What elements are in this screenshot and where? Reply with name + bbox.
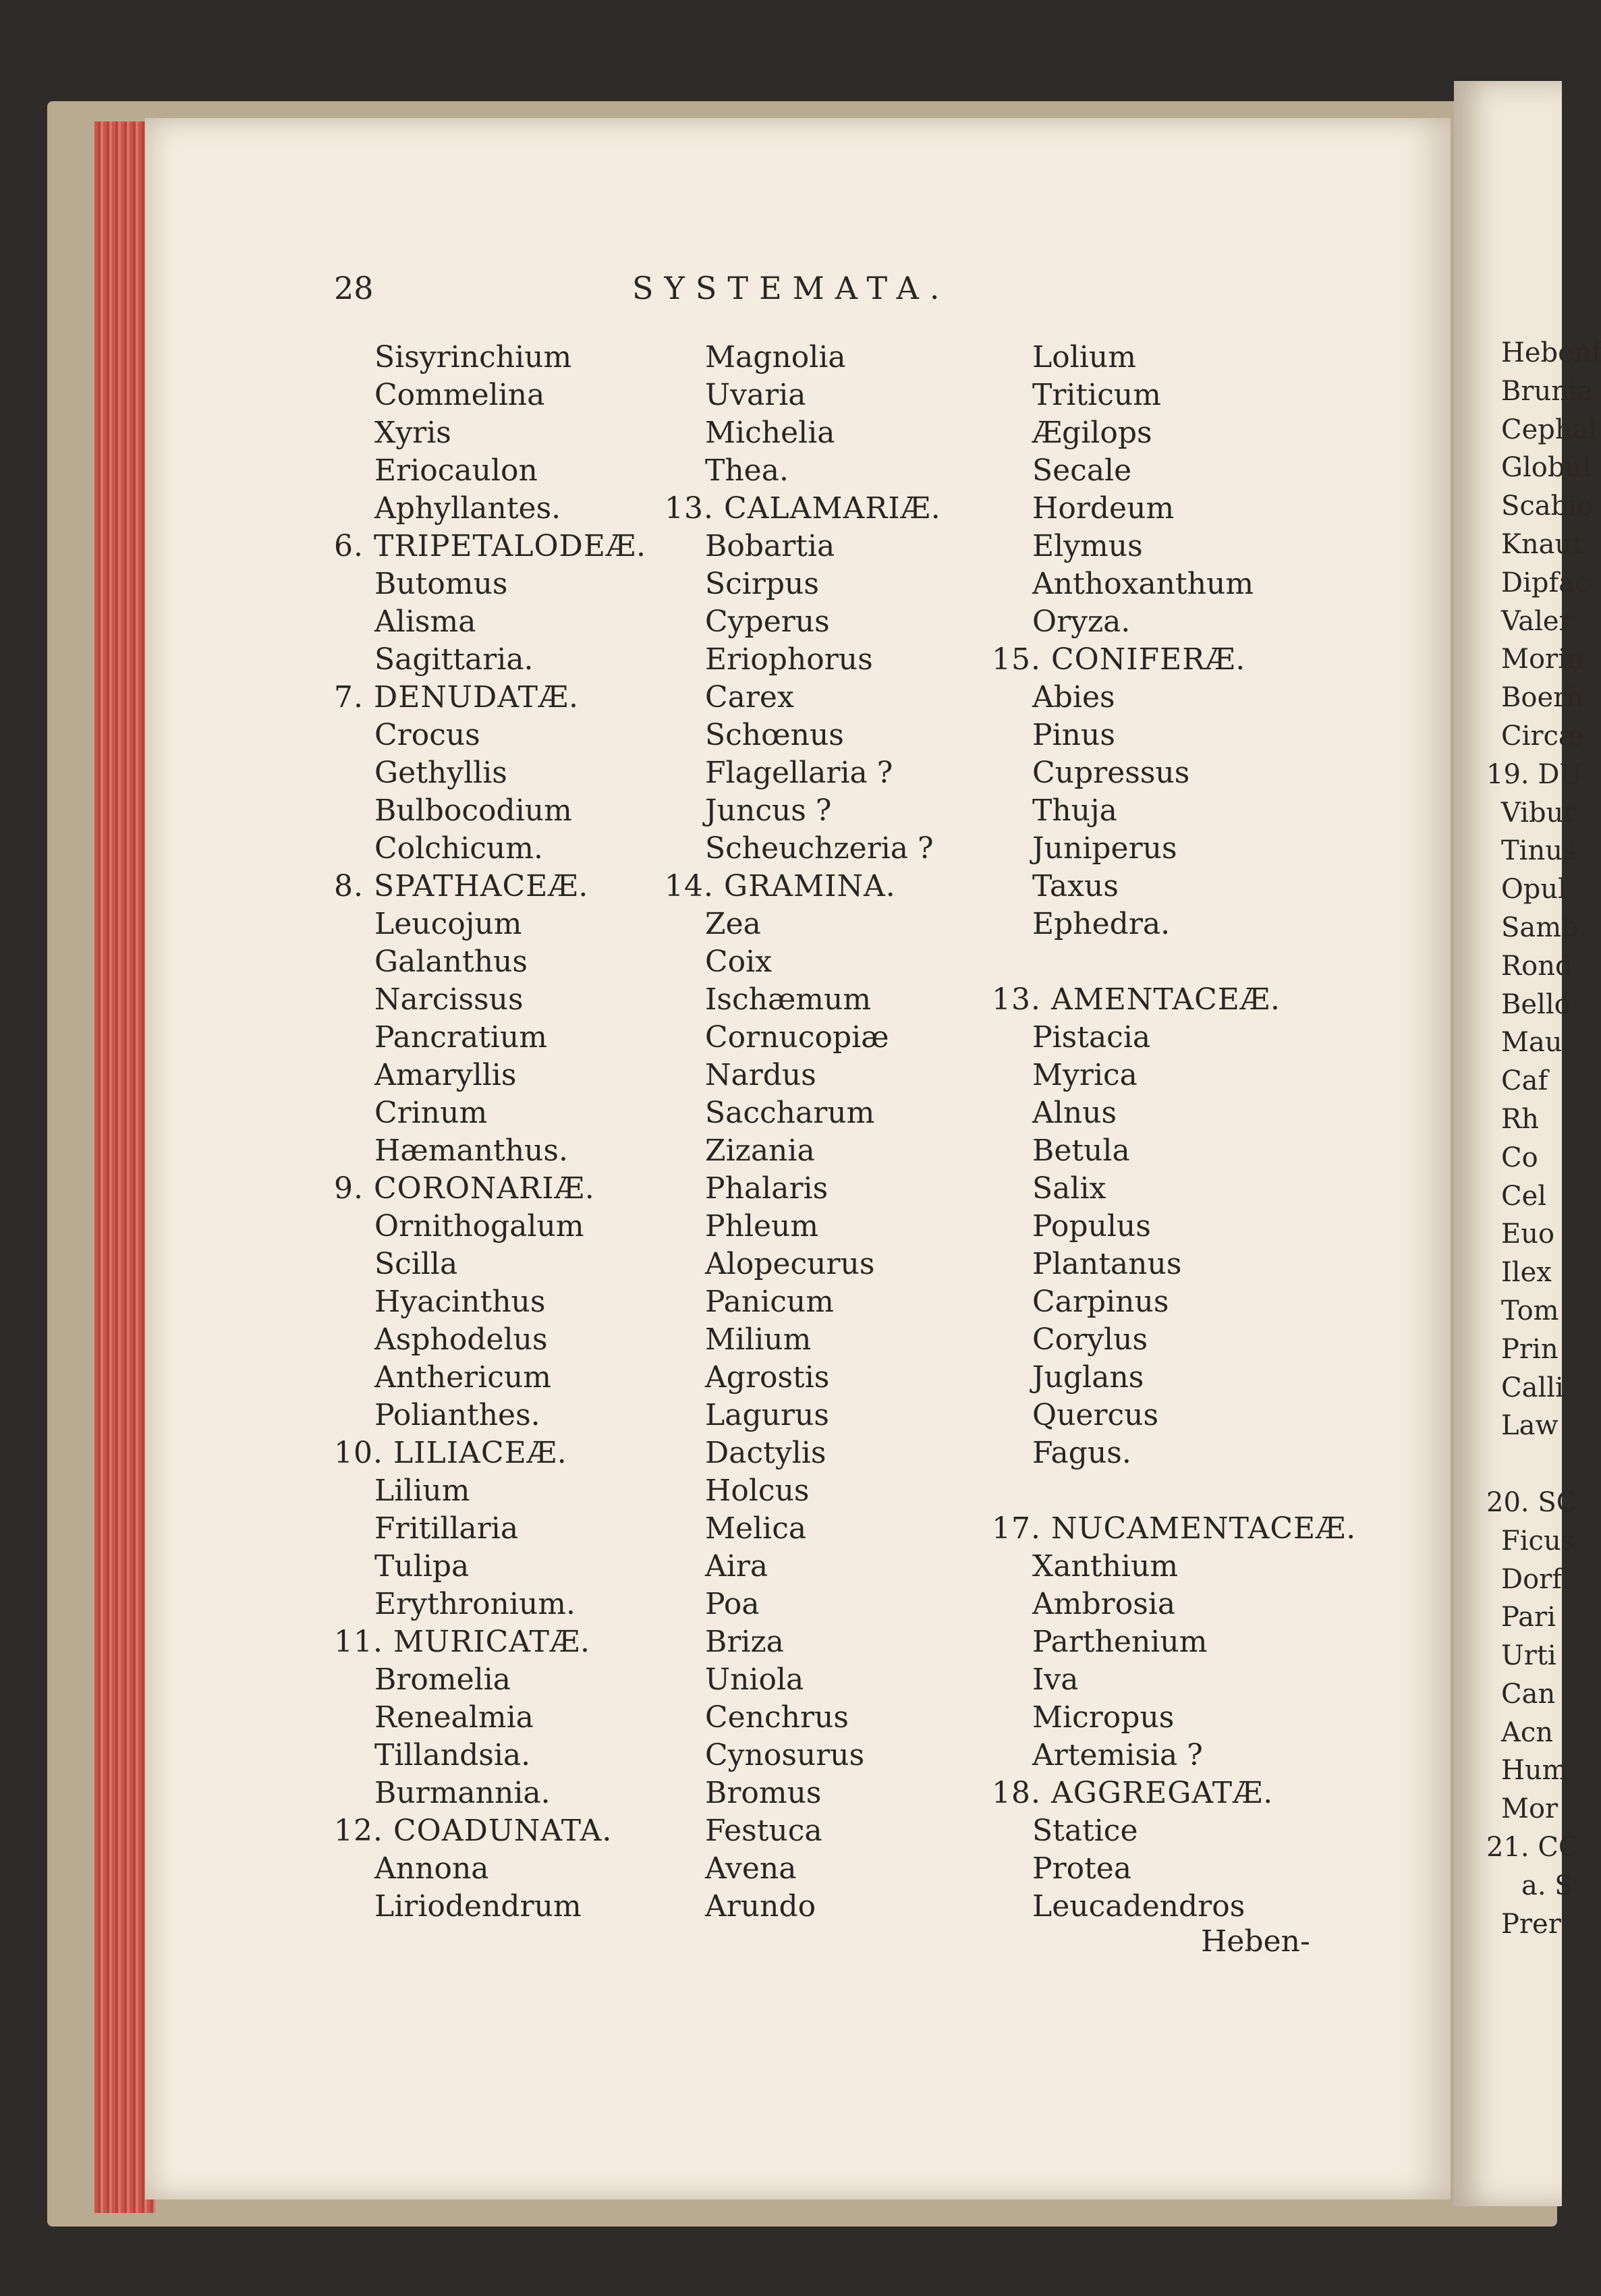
genus-entry: Scilla	[374, 1247, 458, 1281]
genus-entry: Taxus	[1032, 869, 1119, 903]
page-number: 28	[334, 270, 374, 306]
genus-entry: Eriophorus	[705, 642, 873, 677]
genus-entry: Tillandsia.	[374, 1738, 531, 1772]
genus-entry: Dactylis	[705, 1436, 826, 1470]
genus-entry: Melica	[705, 1511, 807, 1546]
genus-entry: Xanthium	[1032, 1549, 1179, 1584]
facing-page-line: Mau	[1501, 1027, 1563, 1059]
genus-entry: Juglans	[1032, 1360, 1144, 1395]
genus-entry: Hæmanthus.	[374, 1133, 568, 1168]
genus-entry: Saccharum	[705, 1096, 875, 1130]
genus-entry: Thuja	[1032, 793, 1117, 828]
facing-page-text	[1454, 334, 1601, 1943]
genus-entry: Annona	[374, 1851, 489, 1886]
facing-page-line: Tinus	[1501, 835, 1577, 867]
facing-page-line: Prin	[1501, 1333, 1558, 1365]
genus-entry: Alopecurus	[705, 1247, 875, 1281]
genus-entry: Panicum	[705, 1285, 834, 1319]
column-1	[334, 339, 646, 1926]
blank-line	[1454, 1445, 1601, 1484]
blank-line	[992, 1472, 1356, 1510]
facing-page-line: Dorf	[1501, 1563, 1563, 1595]
genus-entry: Erythronium.	[374, 1587, 576, 1621]
genus-entry: Poa	[705, 1587, 760, 1621]
facing-page-line: Vibur	[1501, 797, 1577, 829]
genus-entry: Bulbocodium	[374, 793, 572, 828]
genus-entry: Elymus	[1032, 529, 1143, 563]
genus-entry: Plantanus	[1032, 1247, 1182, 1281]
facing-page-line: Cephal	[1501, 414, 1598, 445]
genus-entry: Lagurus	[705, 1398, 829, 1432]
category-heading: 12. COADUNATA.	[334, 1814, 613, 1848]
category-heading: 11. MURICATÆ.	[334, 1625, 591, 1659]
facing-page-line: Knaut	[1501, 528, 1583, 560]
facing-page-line: Mor	[1501, 1793, 1558, 1825]
genus-entry: Hordeum	[1032, 491, 1175, 526]
genus-entry: Zizania	[705, 1133, 815, 1168]
genus-entry: Commelina	[374, 378, 545, 412]
genus-entry: Cornucopiæ	[705, 1020, 889, 1055]
facing-page-line: Scabio	[1501, 491, 1594, 522]
genus-entry: Quercus	[1032, 1398, 1159, 1432]
genus-entry: Juncus ?	[705, 793, 832, 828]
genus-entry: Ornithogalum	[374, 1209, 584, 1243]
facing-page-line: Euo	[1501, 1219, 1555, 1250]
facing-page-line: Globul	[1501, 452, 1591, 484]
genus-entry: Ephedra.	[1032, 907, 1171, 941]
facing-page-line: Bello	[1501, 988, 1571, 1020]
genus-entry: Phleum	[705, 1209, 819, 1243]
genus-entry: Ambrosia	[1032, 1587, 1176, 1621]
genus-entry: Milium	[705, 1322, 812, 1357]
genus-entry: Alisma	[374, 605, 476, 639]
genus-entry: Anthoxanthum	[1032, 567, 1254, 601]
genus-entry: Schœnus	[705, 718, 844, 752]
facing-page	[1454, 81, 1601, 2206]
genus-entry: Michelia	[705, 416, 835, 450]
genus-entry: Ægilops	[1032, 416, 1152, 450]
genus-entry: Cynosurus	[705, 1738, 865, 1772]
genus-entry: Cyperus	[705, 605, 830, 639]
category-heading: 14. GRAMINA.	[665, 869, 896, 903]
genus-entry: Carex	[705, 680, 794, 715]
facing-page-line: Dipfac	[1501, 567, 1590, 598]
facing-page-line: Ficus	[1501, 1525, 1575, 1557]
genus-entry: Pinus	[1032, 718, 1115, 752]
facing-page-line: Boerh	[1501, 682, 1584, 714]
genus-entry: Galanthus	[374, 945, 528, 979]
genus-entry: Xyris	[374, 416, 451, 450]
facing-page-line: 19. DU	[1486, 758, 1583, 790]
genus-entry: Pancratium	[374, 1020, 547, 1055]
column-2	[665, 339, 941, 1926]
page-header	[334, 270, 1373, 317]
facing-page-line: Caf	[1501, 1065, 1548, 1097]
genus-entry: Uniola	[705, 1662, 804, 1697]
genus-entry: Populus	[1032, 1209, 1151, 1243]
genus-entry: Cupressus	[1032, 756, 1190, 790]
genus-entry: Phalaris	[705, 1171, 828, 1206]
genus-entry: Nardus	[705, 1058, 816, 1092]
genus-entry: Triticum	[1032, 378, 1161, 412]
facing-page-line: Samb	[1501, 912, 1579, 943]
genus-entry: Renealmia	[374, 1700, 534, 1735]
facing-page-line: Hum	[1501, 1755, 1568, 1787]
genus-entry: Scirpus	[705, 567, 819, 601]
facing-page-line: Co	[1501, 1142, 1538, 1173]
genus-entry: Magnolia	[705, 340, 846, 374]
genus-entry: Eriocaulon	[374, 453, 538, 488]
facing-page-line: a. S	[1521, 1870, 1573, 1901]
facing-page-line: Acn	[1501, 1716, 1554, 1748]
genus-entry: Myrica	[1032, 1058, 1137, 1092]
facing-page-line: Brunia	[1501, 375, 1594, 407]
genus-entry: Bromelia	[374, 1662, 511, 1697]
genus-entry: Crocus	[374, 718, 480, 752]
genus-entry: Juniperus	[1032, 831, 1177, 866]
category-heading: 17. NUCAMENTACEÆ.	[992, 1511, 1357, 1546]
facing-page-line: Tom	[1501, 1295, 1559, 1326]
genus-entry: Leucojum	[374, 907, 522, 941]
genus-entry: Parthenium	[1032, 1625, 1208, 1659]
genus-entry: Leucadendros	[1032, 1889, 1245, 1924]
facing-page-line: Can	[1501, 1678, 1556, 1710]
genus-entry: Carpinus	[1032, 1285, 1169, 1319]
facing-page-line: Hebenf	[1501, 337, 1601, 368]
facing-page-line: Valer	[1501, 605, 1572, 637]
genus-entry: Crinum	[374, 1096, 488, 1130]
facing-page-line: Prer	[1501, 1908, 1561, 1940]
blank-line	[992, 943, 1356, 981]
facing-page-line: Morin	[1501, 644, 1584, 675]
facing-page-line: Opul	[1501, 874, 1567, 905]
facing-page-line: Circæ	[1501, 720, 1584, 752]
facing-page-line: Calli	[1501, 1372, 1564, 1403]
genus-entry: Uvaria	[705, 378, 806, 412]
facing-page-line: Law	[1501, 1410, 1558, 1442]
genus-entry: Agrostis	[705, 1360, 830, 1395]
genus-entry: Lilium	[374, 1474, 470, 1508]
category-heading: 7. DENUDATÆ.	[334, 680, 579, 715]
genus-entry: Fritillaria	[374, 1511, 519, 1546]
facing-page-line: Rh	[1501, 1103, 1539, 1135]
genus-entry: Amaryllis	[374, 1058, 517, 1092]
genus-entry: Hyacinthus	[374, 1285, 546, 1319]
category-heading: 18. AGGREGATÆ.	[992, 1776, 1274, 1810]
genus-entry: Alnus	[1032, 1096, 1117, 1130]
genus-entry: Artemisia ?	[1032, 1738, 1203, 1772]
genus-entry: Statice	[1032, 1814, 1138, 1848]
genus-entry: Gethyllis	[374, 756, 507, 790]
facing-page-line: Urti	[1501, 1640, 1556, 1672]
genus-entry: Anthericum	[374, 1360, 551, 1395]
genus-entry: Pistacia	[1032, 1020, 1151, 1055]
genus-entry: Arundo	[705, 1889, 816, 1924]
genus-entry: Sisyrinchium	[374, 340, 572, 374]
running-title: SYSTEMATA.	[632, 270, 951, 306]
genus-entry: Protea	[1032, 1851, 1132, 1886]
genus-entry: Lolium	[1032, 340, 1136, 374]
genus-entry: Thea.	[705, 453, 789, 488]
genus-entry: Polianthes.	[374, 1398, 540, 1432]
category-heading: 6. TRIPETALODEÆ.	[334, 529, 646, 563]
genus-entry: Coix	[705, 945, 773, 979]
genus-entry: Liriodendrum	[374, 1889, 582, 1924]
genus-entry: Festuca	[705, 1814, 822, 1848]
facing-page-line: Pari	[1501, 1602, 1556, 1633]
category-heading: 13. CALAMARIÆ.	[665, 491, 941, 526]
genus-entry: Cenchrus	[705, 1700, 849, 1735]
genus-entry: Asphodelus	[374, 1322, 548, 1357]
category-heading: 10. LILIACEÆ.	[334, 1436, 567, 1470]
genus-entry: Tulipa	[374, 1549, 470, 1584]
genus-entry: Ischæmum	[705, 982, 872, 1017]
category-heading: 13. AMENTACEÆ.	[992, 982, 1281, 1017]
genus-entry: Fagus.	[1032, 1436, 1131, 1470]
genus-entry: Betula	[1032, 1133, 1130, 1168]
genus-entry: Micropus	[1032, 1700, 1175, 1735]
catchword: Heben-	[1201, 1924, 1310, 1959]
genus-entry: Aira	[705, 1549, 768, 1584]
genus-entry: Holcus	[705, 1474, 810, 1508]
genus-entry: Bromus	[705, 1776, 822, 1810]
column-3	[992, 339, 1356, 1926]
facing-page-line: 20. SC	[1486, 1486, 1577, 1518]
genus-entry: Narcissus	[374, 982, 524, 1017]
genus-entry: Bobartia	[705, 529, 835, 563]
genus-entry: Secale	[1032, 453, 1132, 488]
genus-entry: Colchicum.	[374, 831, 543, 866]
category-heading: 15. CONIFERÆ.	[992, 642, 1246, 677]
facing-page-line: Ilex	[1501, 1257, 1552, 1289]
facing-page-line: 21. CC	[1486, 1832, 1579, 1864]
genus-entry: Salix	[1032, 1171, 1106, 1206]
genus-entry: Corylus	[1032, 1322, 1148, 1357]
genus-entry: Flagellaria ?	[705, 756, 893, 790]
genus-entry: Briza	[705, 1625, 784, 1659]
genus-entry: Burmannia.	[374, 1776, 551, 1810]
genus-entry: Aphyllantes.	[374, 491, 561, 526]
category-heading: 9. CORONARIÆ.	[334, 1171, 595, 1206]
genus-entry: Iva	[1032, 1662, 1079, 1697]
category-heading: 8. SPATHACEÆ.	[334, 869, 589, 903]
genus-entry: Sagittaria.	[374, 642, 534, 677]
genus-entry: Avena	[705, 1851, 797, 1886]
facing-page-line: Rond	[1501, 950, 1573, 982]
genus-entry: Scheuchzeria ?	[705, 831, 934, 866]
genus-entry: Abies	[1032, 680, 1115, 715]
genus-entry: Oryza.	[1032, 605, 1131, 639]
facing-page-line: Cel	[1501, 1180, 1547, 1212]
genus-entry: Zea	[705, 907, 761, 941]
genus-entry: Butomus	[374, 567, 508, 601]
